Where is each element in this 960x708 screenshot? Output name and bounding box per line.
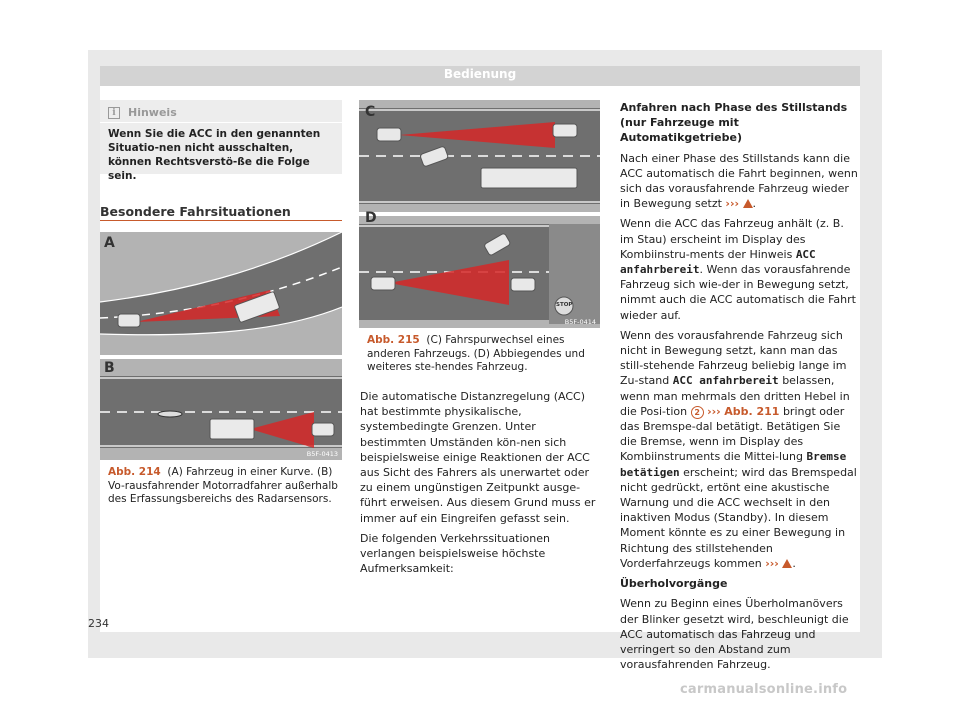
section-rule (100, 220, 342, 221)
code-acc-anfahrbereit: ACC anfahrbereit (672, 374, 779, 388)
code-bremse-betaetigen: Bremse betätigen (620, 450, 847, 479)
paragraph-text: erscheint; wird das Bremspedal nicht gedrückt, ertönt eine akustische Warnung und die ACC wechselt in den inaktiven Modus (Standby). In diesem Moment könnte es zu einer Bewegung in Richtung des stillstehenden Vorderfahrzeugs kommen (620, 465, 857, 570)
hinweis-label: Hinweis (128, 106, 177, 119)
figure-215-illustration (359, 100, 600, 328)
code-acc-anfahrbereit: ACC anfahrbereit (620, 247, 816, 277)
warning-icon (782, 559, 792, 568)
right-column (620, 100, 860, 677)
paragraph-text: Nach einer Phase des Stillstands kann die ACC automatisch die Fahrt beginnen, wenn sich das vorausfahrende Fahrzeug wieder in Bewegung setzt (620, 151, 858, 211)
figure-215 (359, 100, 600, 328)
middle-paragraph-2: Die folgenden Verkehrssituationen verlangen beispielsweise höchste Aufmerksamkeit: (360, 531, 550, 576)
section-title: Besondere Fahrsituationen (100, 204, 291, 219)
info-icon: i (108, 107, 120, 119)
figure-label-c: C (365, 104, 376, 120)
figure-label-a: A (104, 235, 115, 251)
heading-ueberholvorgaenge: Überholvorgänge (620, 577, 728, 591)
figure-reference-link[interactable]: Abb. 211 (724, 404, 780, 418)
reference-arrows[interactable]: ››› (725, 197, 740, 211)
paragraph-text: belassen, wenn man mehrmals den dritten Hebel in die Posi-tion (620, 374, 850, 418)
figure-code: B5F-0413 (306, 450, 338, 458)
right-paragraph-3: Wenn des vorausfahrende Fahrzeug sich nicht in Bewegung setzt, kann man das still-stehende Fahrzeug beliebig lange im Zu-stand ACC anfahrbereit belassen, wenn man mehrmals den dritten Hebel in die Posi-tion 2 ››› Abb. 211 bringt oder das Bremspe-dal betätigt. Betätigen Sie die Bremse, wenn im Display des Kombiinstruments die Mittei-lung Bremse betätigen erscheint; wird das Bremspedal nicht gedrückt, ertönt eine akustische Warnung und die ACC wechselt in den inaktiven Modus (Standby). In diesem Moment könnte es zu einer Bewegung in Richtung des stillstehenden Vorderfahrzeugs kommen ››› . (620, 328, 857, 570)
reference-arrows[interactable]: ››› (765, 556, 779, 570)
paragraph-text: Wenn des vorausfahrende Fahrzeug sich nicht in Bewegung setzt, kann man das still-stehende Fahrzeug beliebig lange im Zu-stand (620, 328, 847, 388)
caption-number: Abb. 215 (367, 334, 420, 346)
figure-215-caption (367, 334, 599, 375)
stop-sign: STOP (556, 302, 573, 308)
hinweis-heading (108, 106, 177, 119)
figure-214 (100, 232, 342, 460)
paragraph-text: Wenn die ACC das Fahrzeug anhält (z. B. im Stau) erscheint im Display des Kombiinstru-ments der Hinweis (620, 217, 844, 261)
watermark: carmanualsonline.info (680, 682, 848, 697)
hinweis-text: Wenn Sie die ACC in den genannten Situatio-nen nicht ausschalten, können Rechtsverstö-ße die Folge sein. (108, 128, 321, 182)
reference-arrows[interactable]: ››› (707, 404, 721, 418)
figure-label-d: D (365, 210, 377, 226)
warning-icon (743, 199, 753, 208)
heading-anfahren: Anfahren nach Phase des Stillstands (nur Fahrzeuge mit Automatikgetriebe) (620, 101, 848, 145)
caption-number: Abb. 214 (108, 466, 161, 478)
caption-text: (C) Fahrspurwechsel eines anderen Fahrzeugs. (D) Abbiegendes und weiteres ste-hendes Fahrzeug. (367, 334, 585, 373)
figure-label-b: B (104, 360, 115, 376)
right-paragraph-1: Nach einer Phase des Stillstands kann die ACC automatisch die Fahrt beginnen, wenn sich das vorausfahrende Fahrzeug wieder in Bewegung setzt ››› . (620, 151, 858, 211)
hinweis-divider (100, 122, 342, 123)
right-paragraph-4: Wenn zu Beginn eines Überholmanövers der Blinker gesetzt wird, beschleunigt die ACC automatisch das Fahrzeug und verringert so den Abstand zum vorausfahrenden Fahrzeug. (620, 597, 849, 672)
paragraph-text: . Wenn das vorausfahrende Fahrzeug sich wie-der in Bewegung setzt, nimmt auch die ACC automatisch die Fahrt wieder auf. (620, 263, 856, 322)
hinweis-box (100, 100, 342, 182)
figure-code: B5F-0414 (564, 318, 596, 326)
position-number: 2 (691, 406, 704, 419)
middle-column (360, 389, 602, 581)
caption-text: (A) Fahrzeug in einer Kurve. (B) Vo-rausfahrender Motorradfahrer außerhalb des Erfassungsbereichs des Radarsensors. (108, 466, 338, 505)
middle-paragraph-1: Die automatische Distanzregelung (ACC) hat bestimmte physikalische, systembedingte Grenzen. Unter bestimmten Umständen kön-nen sich beispielsweise einige Reaktionen der ACC aus Sicht des Fahrers als unerwartet oder zu einem ungünstigen Zeitpunkt ausge-führt erweisen. Aus diesem Grund muss er immer auf ein Eingreifen gefasst sein. (360, 390, 596, 525)
header-title: Bedienung (443, 67, 517, 81)
right-paragraph-2 (620, 216, 860, 322)
page-number: 234 (88, 617, 109, 630)
paragraph-text: bringt oder das Bremspe-dal betätigt. Betätigen Sie die Bremse, wenn im Display des Kombiinstruments die Mittei-lung (620, 404, 845, 464)
figure-214-caption (108, 466, 340, 507)
figure-214-illustration (100, 232, 342, 460)
